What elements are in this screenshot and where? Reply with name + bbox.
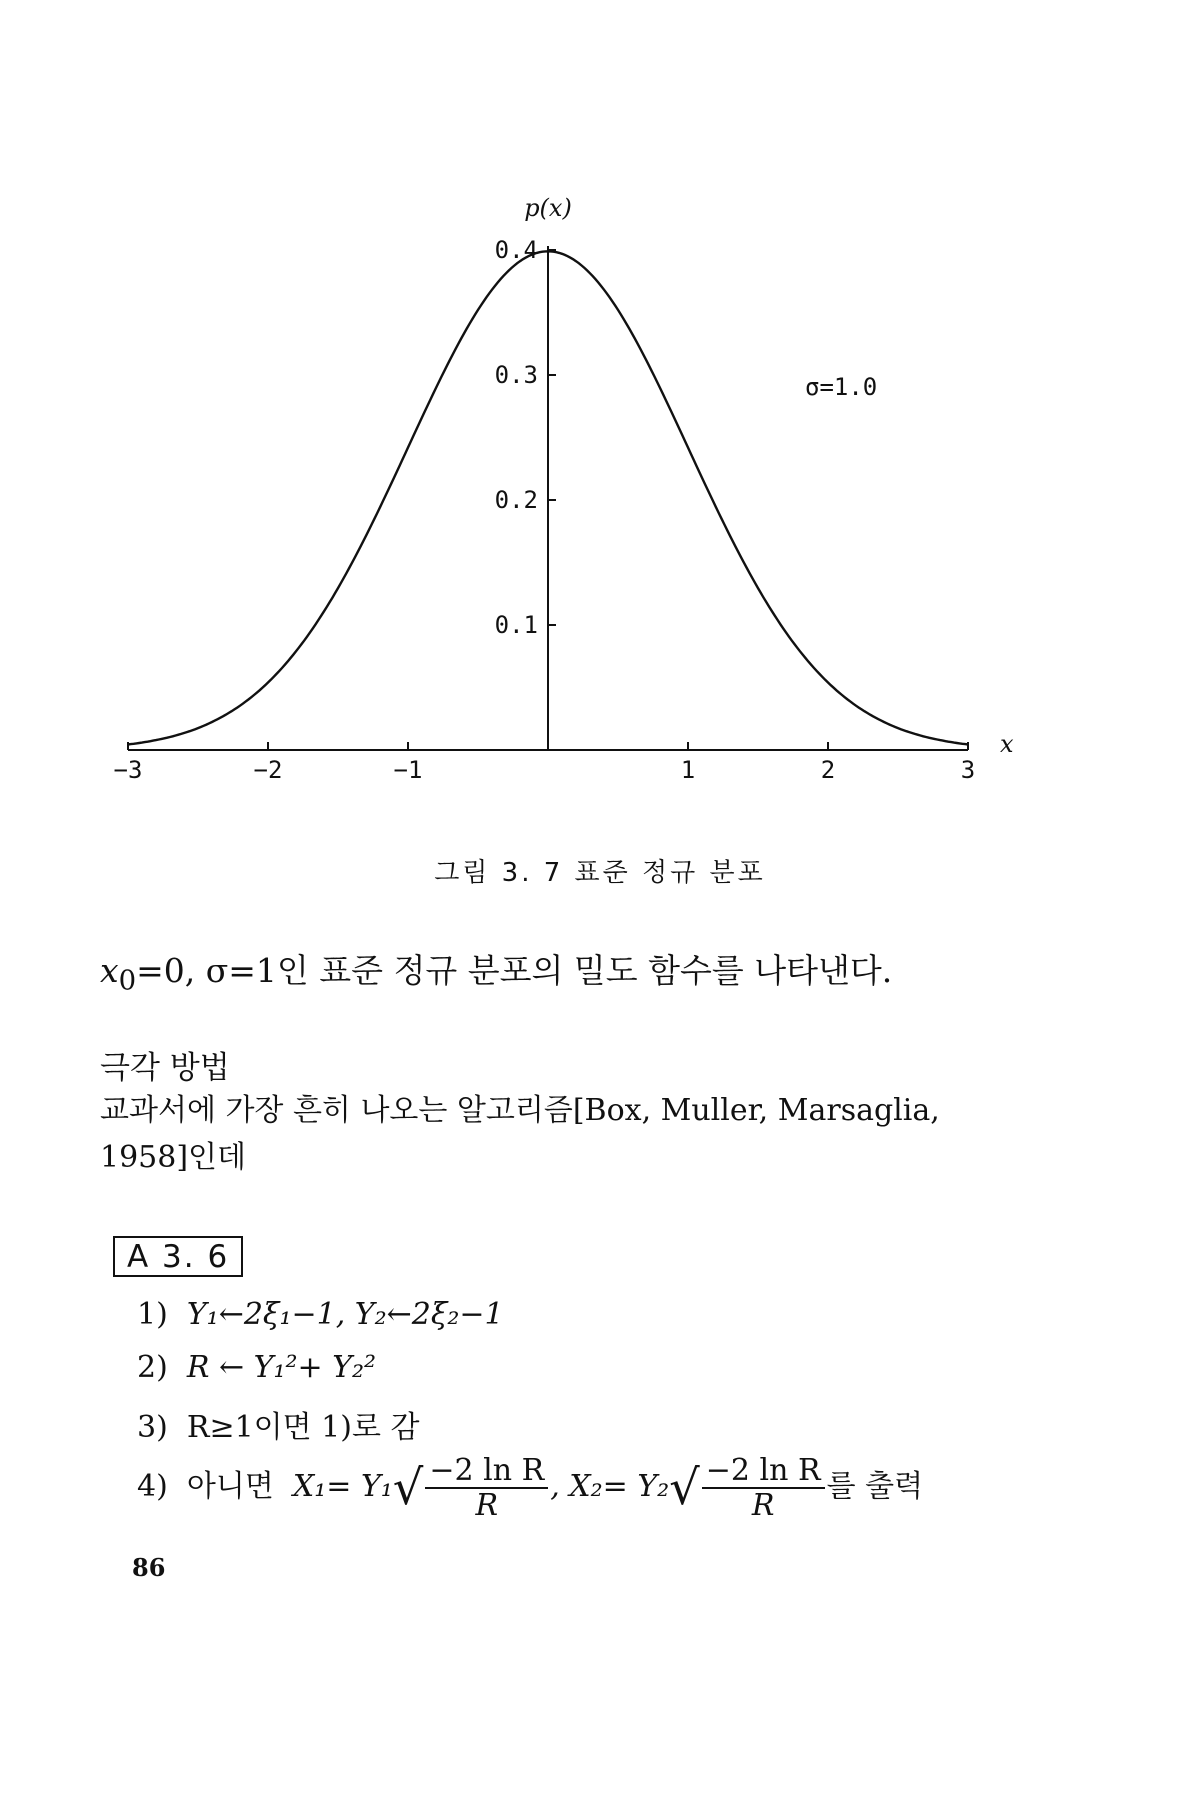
y-tick-label: 0.1 [494,611,538,639]
page-number: 86 [132,1553,166,1582]
algorithm-label: A 3. 6 [113,1236,243,1277]
x-tick-label: 2 [820,756,836,784]
fraction-1 [425,1454,548,1522]
figure-caption: 그림 3. 7 표준 정규 분포 [434,858,766,888]
x2-assignment: , X₂= Y₂ [550,1469,670,1504]
sqrt-1 [393,1454,550,1522]
x0-subscript: 0 [118,964,137,997]
sqrt-sign-icon: √ [392,1460,424,1516]
step-number: 4) [137,1469,168,1504]
algorithm-step-1 [137,1297,504,1332]
paragraph-box-muller-cont: 1958]인데 [100,1140,247,1175]
sqrt-sign-icon: √ [669,1460,700,1516]
section-heading: 극각 방법 [100,1050,230,1086]
algorithm-step-4 [137,1454,923,1522]
sigma-annotation: σ=1.0 [805,373,878,401]
step-3-expression: R≥1이면 1)로 감 [186,1410,420,1445]
step-1-expression: Y₁←2ξ₁−1, Y₂←2ξ₂−1 [186,1297,504,1332]
x1-assignment: X₁= Y₁ [292,1469,393,1504]
x-tick-label: −1 [393,756,423,784]
fraction-1-denominator: R [475,1488,499,1523]
y-axis-label: p(x) [524,194,572,222]
algorithm-step-2 [137,1350,376,1385]
x-tick-label: −2 [253,756,283,784]
algorithm-step-3 [137,1402,419,1446]
x-tick-label: 1 [680,756,696,784]
sqrt-2 [669,1454,826,1522]
step-4-output: 를 출력 [826,1469,924,1504]
x-tick-label: −3 [113,756,143,784]
y-tick-label: 0.3 [494,361,538,389]
fraction-2 [702,1454,825,1522]
fraction-2-denominator: R [751,1488,775,1523]
step-number: 3) [137,1410,168,1445]
step-number: 1) [137,1297,168,1332]
step-2-expression: R ← Y₁²+ Y₂² [186,1350,377,1385]
x-tick-label: 3 [960,756,976,784]
step-4-otherwise: 아니면 [186,1469,274,1504]
normal-distribution-plot [0,0,1200,820]
x0-symbol: x [100,951,119,990]
y-tick-label: 0.2 [494,486,538,514]
y-tick-label: 0.4 [494,236,538,264]
density-note-text: =0, σ=1인 표준 정규 분포의 밀도 함수를 나타낸다. [136,951,893,990]
fraction-1-numerator: −2 ln R [425,1454,548,1489]
step-number: 2) [137,1350,168,1385]
paragraph-density-note [100,945,892,997]
fraction-2-numerator: −2 ln R [702,1454,825,1489]
paragraph-box-muller: 교과서에 가장 흔히 나오는 알고리즘[Box, Muller, Marsaglia, [100,1093,940,1128]
x-axis-label: x [1000,730,1014,758]
